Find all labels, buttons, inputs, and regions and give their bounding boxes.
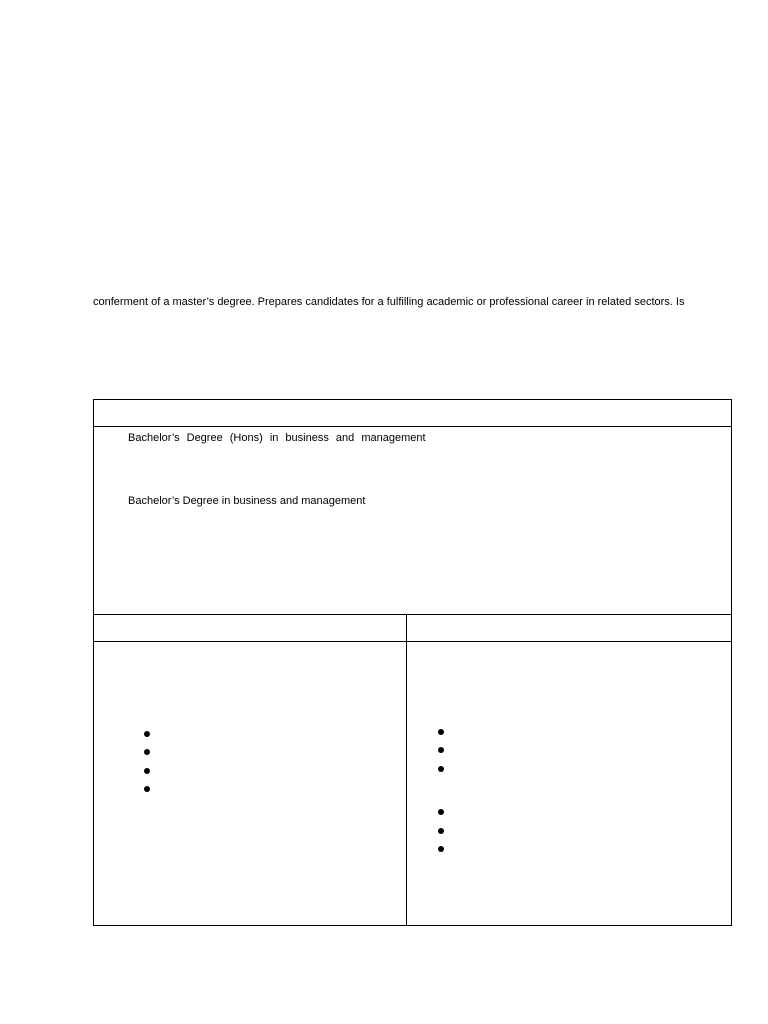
right-bullet-4 <box>438 809 444 815</box>
table-header-divider <box>93 426 732 427</box>
left-bullet-4 <box>144 786 150 792</box>
right-bullet-3 <box>438 766 444 772</box>
body-paragraph: conferment of a master’s degree. Prepares candidates for a fulfilling academic or professional career in related sectors. Is <box>93 296 685 308</box>
columns-header-divider <box>93 641 732 642</box>
right-bullet-2 <box>438 747 444 753</box>
degree-hons-label: Bachelor’s Degree (Hons) in business and management <box>128 432 426 444</box>
right-bullet-6 <box>438 846 444 852</box>
left-bullet-1 <box>144 731 150 737</box>
columns-top-divider <box>93 614 732 615</box>
column-divider <box>406 614 407 926</box>
left-bullet-2 <box>144 749 150 755</box>
right-bullet-5 <box>438 828 444 834</box>
right-bullet-1 <box>438 729 444 735</box>
left-bullet-3 <box>144 768 150 774</box>
degree-label: Bachelor’s Degree in business and management <box>128 495 366 507</box>
degree-table <box>93 399 732 926</box>
